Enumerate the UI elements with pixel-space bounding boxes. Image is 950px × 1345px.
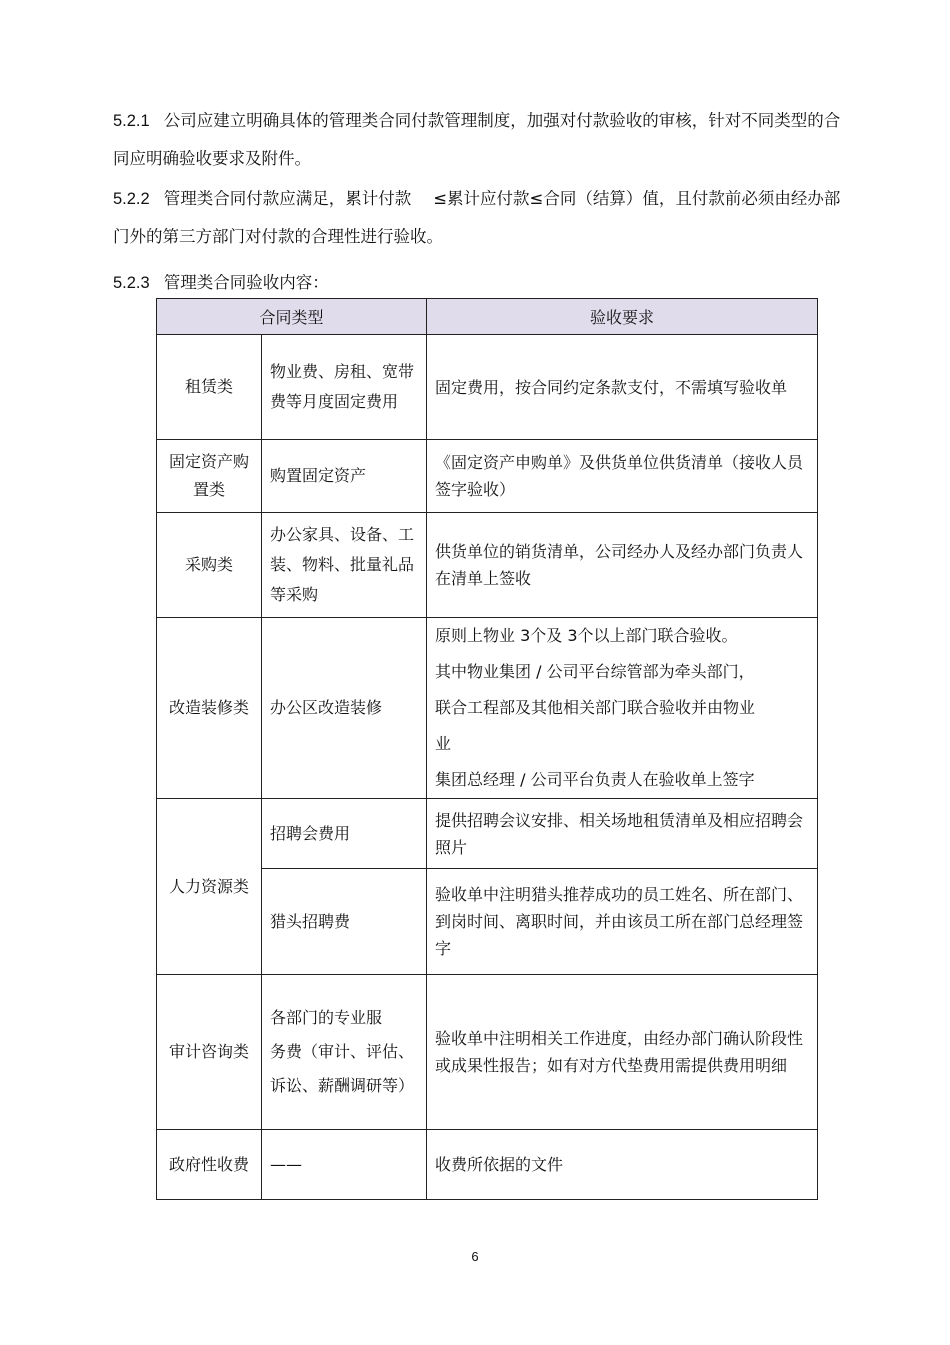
table-row — [157, 513, 818, 618]
table-header-row — [157, 299, 818, 335]
requirement-cell: 收费所依据的文件 — [427, 1130, 818, 1200]
table-row — [157, 799, 818, 869]
table-row — [157, 975, 818, 1130]
table-row — [157, 335, 818, 440]
page-number: 6 — [471, 1249, 479, 1264]
header-contract-type: 合同类型 — [157, 299, 427, 335]
requirement-cell: 验收单中注明相关工作进度，由经办部门确认阶段性或成果性报告；如有对方代垫费用需提供费用明细 — [427, 975, 818, 1130]
requirement-cell: 供货单位的销货清单，公司经办人及经办部门负责人在清单上签收 — [427, 513, 818, 618]
requirement-line: 原则上物业 3个及 3个以上部门联合验收。 — [435, 626, 738, 645]
item-cell: —— — [262, 1130, 427, 1200]
item-cell: 猎头招聘费 — [262, 869, 427, 975]
category-cell: 固定资产购置类 — [157, 440, 262, 513]
item-cell — [262, 975, 427, 1130]
paragraph-5-2-1 — [113, 102, 843, 178]
category-cell: 政府性收费 — [157, 1130, 262, 1200]
category-cell: 采购类 — [157, 513, 262, 618]
requirement-cell: 《固定资产申购单》及供货单位供货清单（接收人员签字验收） — [427, 440, 818, 513]
item-line: 务费（审计、评估、 — [270, 1042, 415, 1061]
requirement-cell: 固定费用，按合同约定条款支付，不需填写验收单 — [427, 335, 818, 440]
item-line: 各部门的专业服 — [270, 1008, 383, 1027]
category-cell: 审计咨询类 — [157, 975, 262, 1130]
acceptance-table — [156, 298, 818, 1200]
requirement-cell: 提供招聘会议安排、相关场地租赁清单及相应招聘会照片 — [427, 799, 818, 869]
clause-text: 管理类合同验收内容： — [163, 273, 329, 292]
item-cell: 物业费、房租、宽带费等月度固定费用 — [262, 335, 427, 440]
clause-text-a: 管理类合同付款应满足，累计付款 — [163, 189, 412, 208]
table-row — [157, 440, 818, 513]
category-cell: 租赁类 — [157, 335, 262, 440]
item-cell: 办公区改造装修 — [262, 618, 427, 799]
clause-number: 5.2.1 — [113, 112, 150, 130]
requirement-line: 联合工程部及其他相关部门联合验收并由物业 — [435, 698, 756, 717]
clause-text-b: ≤累计应付款≤合同（结算）值，且付款前必须由经办部门外的第三方部门对付款的合理性进行验收。 — [113, 189, 841, 246]
requirement-line: 其中物业集团 / 公司平台综管部为牵头部门， — [435, 662, 755, 681]
item-line: 诉讼、薪酬调研等） — [270, 1076, 415, 1095]
item-cell: 办公家具、设备、工装、物料、批量礼品等采购 — [262, 513, 427, 618]
table-row — [157, 1130, 818, 1200]
clause-number: 5.2.3 — [113, 274, 150, 292]
category-cell: 人力资源类 — [157, 799, 262, 975]
category-cell: 改造装修类 — [157, 618, 262, 799]
clause-text: 公司应建立明确具体的管理类合同付款管理制度，加强对付款验收的审核，针对不同类型的合同应明确验收要求及附件。 — [113, 111, 841, 168]
requirement-line: 业 — [435, 734, 452, 753]
requirement-cell: 验收单中注明猎头推荐成功的员工姓名、所在部门、到岗时间、离职时间，并由该员工所在部门总经理签字 — [427, 869, 818, 975]
requirement-line: 集团总经理 / 公司平台负责人在验收单上签字 — [435, 770, 755, 789]
paragraph-5-2-2 — [113, 180, 843, 256]
item-cell: 购置固定资产 — [262, 440, 427, 513]
header-acceptance-req: 验收要求 — [427, 299, 818, 335]
item-cell: 招聘会费用 — [262, 799, 427, 869]
table-row — [157, 618, 818, 799]
clause-number: 5.2.2 — [113, 190, 150, 208]
requirement-cell — [427, 618, 818, 799]
paragraph-5-2-3 — [113, 264, 843, 302]
